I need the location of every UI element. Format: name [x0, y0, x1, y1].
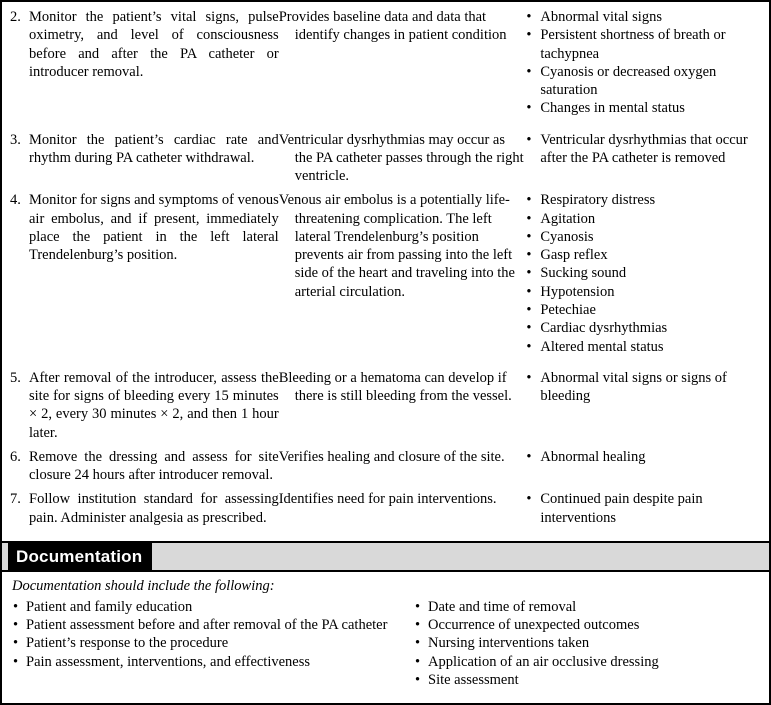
list-item: • Changes in mental status	[524, 99, 761, 117]
table-row	[10, 191, 761, 355]
rationale-cell	[279, 131, 525, 186]
list-item: • Abnormal vital signs or signs of bleeding	[524, 369, 761, 406]
step-text: Monitor the patient’s cardiac rate and rhythm during PA catheter withdrawal.	[29, 131, 279, 166]
list-item: • Ventricular dysrhythmias that occur after the PA catheter is removed	[524, 131, 761, 168]
table-row	[10, 369, 761, 442]
list-item: • Abnormal healing	[524, 448, 761, 466]
list-item: • Patient and family education	[12, 598, 410, 616]
list-item: • Continued pain despite pain interventions	[524, 490, 761, 527]
step-text: Remove the dressing and assess for site closure 24 hours after introducer removal.	[29, 448, 279, 484]
step-entry	[10, 131, 279, 168]
row-spacer	[10, 356, 761, 369]
step-number: 7.	[10, 491, 21, 508]
outcomes-cell	[524, 490, 761, 527]
outcomes-list	[524, 369, 761, 406]
documentation-header	[2, 543, 769, 572]
outcomes-cell	[524, 191, 761, 355]
step-entry	[10, 8, 279, 81]
list-item: • Cyanosis	[524, 228, 761, 246]
outcomes-cell	[524, 369, 761, 442]
outcomes-list	[524, 131, 761, 168]
rationale-text: Venous air embolus is a potentially life-threatening complication. The left lateral Trendelenburg’s position prevents air from passing into the left side of the heart and traveling into the arterial circulation.	[278, 192, 515, 300]
list-item: • Patient assessment before and after removal of the PA catheter	[12, 616, 410, 634]
outcomes-cell	[524, 131, 761, 186]
documentation-left-list	[12, 598, 410, 671]
rationale-cell	[279, 8, 525, 118]
list-item: • Agitation	[524, 210, 761, 228]
step-text: Monitor for signs and symptoms of venous air embolus, and if present, immediately place the patient in the left lateral Trendelenburg’s position.	[29, 192, 279, 264]
rationale-cell	[279, 369, 525, 442]
steps-cell	[10, 131, 279, 186]
step-text: After removal of the introducer, assess the site for signs of bleeding every 15 minutes × 2, every 30 minutes × 2, and then 1 hour later.	[29, 369, 279, 441]
list-item: • Nursing interventions taken	[414, 634, 759, 652]
rationale-text: Provides baseline data and data that identify changes in patient condition	[278, 9, 507, 44]
procedure-table-area	[2, 2, 769, 527]
steps-cell	[10, 191, 279, 355]
step-entry	[10, 448, 279, 485]
list-item: • Date and time of removal	[414, 598, 759, 616]
outcomes-cell	[524, 8, 761, 118]
step-entry	[10, 191, 279, 264]
documentation-section	[2, 541, 769, 703]
table-row	[10, 448, 761, 485]
rationale-cell	[279, 191, 525, 355]
step-text: Follow institution standard for assessing pain. Administer analgesia as prescribed.	[29, 491, 279, 526]
rationale-cell	[279, 490, 525, 527]
procedure-table	[10, 8, 761, 527]
steps-cell	[10, 369, 279, 442]
documentation-right-column	[410, 598, 759, 689]
outcomes-list	[524, 8, 761, 118]
documentation-title: Documentation	[8, 543, 152, 570]
rationale-text: Ventricular dysrhythmias may occur as the PA catheter passes through the right ventricle.	[278, 131, 524, 185]
steps-cell	[10, 490, 279, 527]
table-row	[10, 131, 761, 186]
documentation-lead: Documentation should include the following:	[12, 578, 275, 594]
rationale-text: Verifies healing and closure of the site.	[278, 448, 505, 465]
documentation-right-list	[414, 598, 759, 689]
steps-cell	[10, 448, 279, 485]
list-item: • Cyanosis or decreased oxygen saturation	[524, 63, 761, 100]
step-number: 4.	[10, 192, 21, 209]
step-number: 3.	[10, 131, 21, 148]
rationale-text: Bleeding or a hematoma can develop if there is still bleeding from the vessel.	[278, 369, 512, 405]
list-item: • Application of an air occlusive dressing	[414, 653, 759, 671]
row-spacer	[10, 118, 761, 131]
outcomes-cell	[524, 448, 761, 485]
step-number: 2.	[10, 9, 21, 25]
list-item: • Patient’s response to the procedure	[12, 634, 410, 652]
rationale-text: Identifies need for pain interventions.	[278, 491, 497, 508]
list-item: • Site assessment	[414, 671, 759, 689]
step-number: 6.	[10, 448, 21, 465]
outcomes-list	[524, 191, 761, 355]
rationale-cell	[279, 448, 525, 485]
table-row	[10, 8, 761, 118]
list-item: • Abnormal vital signs	[524, 8, 761, 26]
list-item: • Persistent shortness of breath or tachypnea	[524, 26, 761, 63]
list-item: • Cardiac dysrhythmias	[524, 319, 761, 337]
list-item: • Sucking sound	[524, 264, 761, 282]
outcomes-list	[524, 490, 761, 527]
steps-cell	[10, 8, 279, 118]
table-row	[10, 490, 761, 527]
list-item: • Pain assessment, interventions, and effectiveness	[12, 653, 410, 671]
documentation-left-column	[12, 598, 410, 689]
step-entry	[10, 490, 279, 527]
list-item: • Occurrence of unexpected outcomes	[414, 616, 759, 634]
documentation-columns	[12, 598, 759, 689]
list-item: • Respiratory distress	[524, 191, 761, 209]
step-text: Monitor the patient’s vital signs, pulse oximetry, and level of consciousness before and after the PA catheter or introducer removal.	[29, 9, 279, 80]
documentation-body	[2, 572, 769, 689]
list-item: • Gasp reflex	[524, 246, 761, 264]
list-item: • Hypotension	[524, 283, 761, 301]
outcomes-list	[524, 448, 761, 466]
list-item: • Altered mental status	[524, 338, 761, 356]
step-entry	[10, 369, 279, 442]
step-number: 5.	[10, 369, 21, 386]
list-item: • Petechiae	[524, 301, 761, 319]
